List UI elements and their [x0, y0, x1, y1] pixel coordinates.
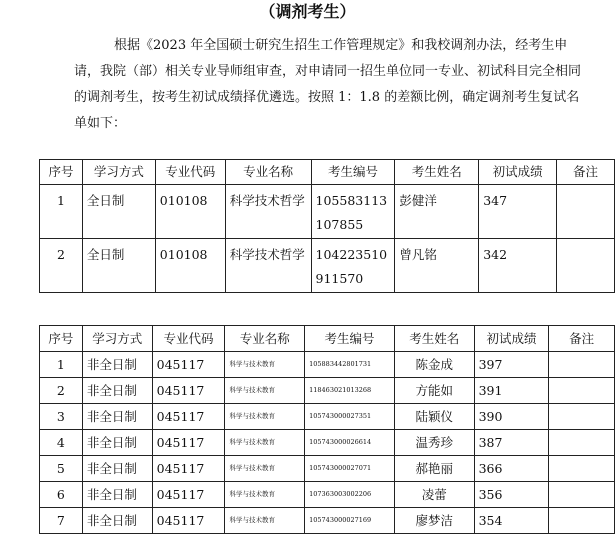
initial-score: 347 [479, 185, 557, 239]
major-name: 科学技术哲学 [225, 185, 311, 239]
candidate-name: 廖梦洁 [394, 508, 474, 534]
row-number: 2 [40, 378, 83, 404]
header-cell: 序号 [40, 326, 83, 352]
study-mode: 全日制 [82, 185, 155, 239]
table-header-row [40, 326, 615, 352]
table-row [40, 456, 615, 482]
header-cell: 考生编号 [311, 160, 395, 185]
table-row [40, 482, 615, 508]
major-code: 010108 [155, 185, 225, 239]
major-name: 科学与技术教育 [225, 378, 305, 404]
candidate-name: 温秀珍 [394, 430, 474, 456]
row-number: 5 [40, 456, 83, 482]
major-code: 010108 [155, 239, 225, 293]
table-row [40, 508, 615, 534]
major-name: 科学与技术教育 [225, 482, 305, 508]
header-cell: 序号 [40, 160, 83, 185]
document-title: （调剂考生） [259, 2, 356, 21]
major-name: 科学与技术教育 [225, 456, 305, 482]
candidate-id: 105743000027169 [305, 508, 395, 534]
major-code: 045117 [152, 456, 225, 482]
remark [549, 508, 615, 534]
study-mode: 非全日制 [82, 482, 152, 508]
header-cell: 考生姓名 [395, 160, 479, 185]
row-number: 1 [40, 185, 83, 239]
major-name: 科学与技术教育 [225, 352, 305, 378]
header-cell: 专业代码 [152, 326, 225, 352]
header-cell: 初试成绩 [474, 326, 549, 352]
study-mode: 非全日制 [82, 508, 152, 534]
part-time-table [39, 325, 615, 534]
header-cell: 考生编号 [305, 326, 395, 352]
table-row [40, 239, 615, 293]
remark [549, 378, 615, 404]
candidate-name: 方能如 [394, 378, 474, 404]
candidate-name: 郝艳丽 [394, 456, 474, 482]
candidate-name: 曾凡铭 [395, 239, 479, 293]
study-mode: 非全日制 [82, 352, 152, 378]
candidate-id: 105743000027071 [305, 456, 395, 482]
study-mode: 非全日制 [82, 456, 152, 482]
major-name: 科学与技术教育 [225, 404, 305, 430]
candidate-id: 105883442801731 [305, 352, 395, 378]
candidate-id: 105743000026614 [305, 430, 395, 456]
header-cell: 学习方式 [82, 326, 152, 352]
initial-score: 387 [474, 430, 549, 456]
candidate-id: 105743000027351 [305, 404, 395, 430]
candidate-id: 107363003002206 [305, 482, 395, 508]
header-cell: 专业代码 [155, 160, 225, 185]
study-mode: 非全日制 [82, 404, 152, 430]
study-mode: 全日制 [82, 239, 155, 293]
row-number: 1 [40, 352, 83, 378]
header-cell: 学习方式 [82, 160, 155, 185]
initial-score: 354 [474, 508, 549, 534]
study-mode: 非全日制 [82, 378, 152, 404]
remark [549, 404, 615, 430]
remark [549, 482, 615, 508]
table-row [40, 430, 615, 456]
major-code: 045117 [152, 430, 225, 456]
initial-score: 390 [474, 404, 549, 430]
candidate-id: 118463021013268 [305, 378, 395, 404]
remark [549, 430, 615, 456]
major-code: 045117 [152, 352, 225, 378]
candidate-name: 陈金成 [394, 352, 474, 378]
major-code: 045117 [152, 482, 225, 508]
table-row [40, 404, 615, 430]
header-cell: 考生姓名 [394, 326, 474, 352]
major-code: 045117 [152, 378, 225, 404]
header-cell: 备注 [549, 326, 615, 352]
full-time-table [39, 159, 615, 293]
candidate-name: 凌蕾 [394, 482, 474, 508]
remark [549, 352, 615, 378]
remark [557, 239, 615, 293]
initial-score: 342 [479, 239, 557, 293]
major-code: 045117 [152, 508, 225, 534]
remark [549, 456, 615, 482]
initial-score: 356 [474, 482, 549, 508]
row-number: 4 [40, 430, 83, 456]
candidate-id: 104223510911570 [311, 239, 395, 293]
major-name: 科学技术哲学 [225, 239, 311, 293]
header-cell: 初试成绩 [479, 160, 557, 185]
candidate-name: 彭健洋 [395, 185, 479, 239]
study-mode: 非全日制 [82, 430, 152, 456]
table-row [40, 352, 615, 378]
table-row [40, 185, 615, 239]
initial-score: 397 [474, 352, 549, 378]
header-cell: 专业名称 [225, 160, 311, 185]
remark [557, 185, 615, 239]
row-number: 2 [40, 239, 83, 293]
major-name: 科学与技术教育 [225, 508, 305, 534]
header-cell: 专业名称 [225, 326, 305, 352]
row-number: 3 [40, 404, 83, 430]
row-number: 7 [40, 508, 83, 534]
table-row [40, 378, 615, 404]
initial-score: 366 [474, 456, 549, 482]
row-number: 6 [40, 482, 83, 508]
major-code: 045117 [152, 404, 225, 430]
table-header-row [40, 160, 615, 185]
header-cell: 备注 [557, 160, 615, 185]
intro-paragraph: 根据《2023 年全国硕士研究生招生工作管理规定》和我校调剂办法，经考生申请，我院（部）相关专业导师组审查，对申请同一招生单位同一专业、初试科目完全相同的调剂考生，按考生初试成绩择优遴选。按照 1：1.8 的差额比例，确定调剂考生复试名单如下： [74, 38, 582, 131]
major-name: 科学与技术教育 [225, 430, 305, 456]
initial-score: 391 [474, 378, 549, 404]
candidate-id: 105583113107855 [311, 185, 395, 239]
candidate-name: 陆颖仪 [394, 404, 474, 430]
